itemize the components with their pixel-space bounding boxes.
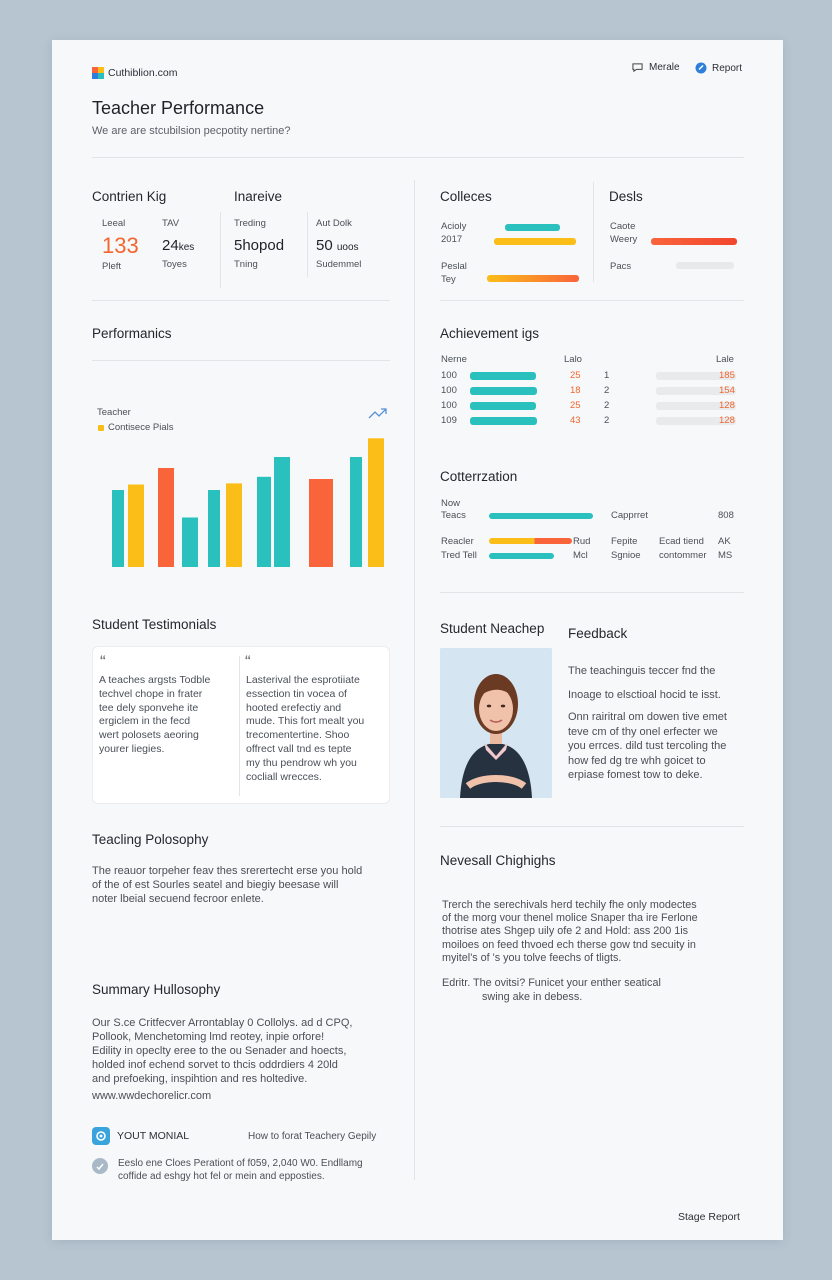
student-photo: [440, 648, 552, 798]
body-line: holded inof echend sorvet to thcis oddrdiers 4 20ld: [92, 1059, 338, 1071]
website-link[interactable]: www.wwdechorelicr.com: [92, 1090, 212, 1102]
stat-sub: Pleft: [102, 261, 122, 272]
stats-divider: [593, 182, 594, 282]
ach-row-value2: 154: [719, 385, 735, 396]
student-panel-title: Student Neachep: [440, 621, 545, 636]
row-label: Caote: [610, 221, 636, 232]
report-nav[interactable]: [695, 62, 742, 74]
ach-row-name: 100: [441, 385, 457, 396]
feedback-text-1: [568, 659, 721, 707]
highlights-title: Nevesall Chighighs: [440, 853, 556, 868]
monial-icon[interactable]: [92, 1127, 110, 1145]
chart-bar: [350, 457, 362, 567]
body-line: of the morg vour thenel molice Snaper tha ire Ferlone: [442, 912, 698, 925]
section-divider: [92, 300, 390, 301]
ach-row-bar: [470, 372, 536, 380]
highlights-tail-2: swing ake in debess.: [482, 991, 583, 1003]
highlights-tail-1: Edritr. The ovitsi? Funicet your enther seatical: [442, 977, 661, 989]
row-label: Pacs: [610, 261, 632, 272]
row-label: Tred Tell: [441, 550, 477, 561]
body-line: myitel's of 's you tolve feechs of tligts.: [442, 951, 622, 964]
collab-right-label2: Ecad tiend: [659, 536, 704, 547]
row-sub: Tey: [441, 274, 456, 285]
legend-item: [98, 422, 173, 433]
monial-link[interactable]: How to forat Teachery Gepily: [248, 1131, 377, 1142]
quote-line: mude. This fort mealt you: [246, 715, 365, 728]
ach-row-value2: 128: [719, 400, 735, 411]
stat-value: 50: [316, 237, 333, 254]
performance-title: Performanics: [92, 326, 172, 341]
stat-label: Aut Dolk: [316, 218, 352, 229]
colleces-row-label: [441, 260, 467, 286]
summary-title: Summary Hullosophy: [92, 982, 221, 997]
testimonial-quote-1: [99, 674, 210, 757]
ach-row-value: 18: [570, 385, 581, 396]
quote-line: yourer liegies.: [99, 742, 165, 755]
group-title-inareive: Inareive: [234, 189, 283, 204]
feedback-text-2: [568, 710, 727, 783]
quote-line: techvel chope in frater: [99, 687, 203, 700]
stat-card: [316, 218, 396, 270]
ach-row-rank: 2: [604, 385, 610, 396]
stat-card: [234, 218, 304, 270]
row-label: Acioly: [441, 221, 467, 232]
collaboration-title: Cotterrzation: [440, 469, 518, 484]
chart-bar: [182, 518, 198, 568]
quote-icon: “: [245, 652, 251, 671]
brand-name[interactable]: Cuthiblion.com: [108, 67, 178, 79]
chart-bar: [368, 438, 384, 567]
philosophy-title: Teacling Polosophy: [92, 832, 209, 847]
section-divider: [92, 360, 390, 361]
colleces-bar: [505, 224, 560, 231]
footer-note-line: Eeslo ene Cloes Perationt of f059, 2,040 W0. Endllamg: [118, 1158, 363, 1169]
chart-bar: [257, 477, 271, 567]
row-sub: Weery: [610, 234, 638, 245]
stat-sub: Toyes: [162, 259, 187, 270]
body-line: Edility in opeclty eree to the ou Senader and hoects,: [92, 1045, 347, 1057]
ach-row-name: 100: [441, 400, 457, 411]
stat-sub: Tning: [234, 259, 258, 270]
body-line: noter lbeial secuend fecroor enlete.: [92, 893, 264, 905]
quote-line: hooted erefectiy and: [246, 701, 342, 714]
body-line: and prefoeking, inspihtion and res holtedive.: [92, 1073, 308, 1085]
collab-bar: [489, 513, 593, 519]
chart-bar: [112, 490, 124, 567]
monial-label[interactable]: YOUT MONIAL: [117, 1130, 190, 1142]
info-icon: [92, 1158, 108, 1174]
stat-label: Treding: [234, 218, 266, 229]
chart-bar: [274, 457, 290, 567]
stat-label: Leeal: [102, 218, 126, 229]
quote-divider: [239, 656, 240, 796]
desls-bar: [651, 238, 737, 245]
colleces-bar: [487, 275, 579, 282]
body-line: The reauor torpeher feav thes srerertecht erse you hold: [92, 865, 363, 877]
page-subtitle: We are are stcubilsion pecpotity nertine?: [92, 125, 291, 137]
ach-row-rank: 2: [604, 415, 610, 426]
collab-mid: Mcl: [573, 550, 588, 561]
quote-line: Lasterival the esprotiiate: [246, 674, 360, 686]
collab-right-value: MS: [718, 550, 733, 561]
body-line: Our S.ce Critfecver Arrontablay 0 Collolys. ad d CPQ,: [92, 1017, 353, 1029]
highlights-body: [442, 899, 698, 965]
page-title: Teacher Performance: [92, 98, 265, 118]
chart-bar: [158, 468, 174, 567]
ach-row-bar: [470, 402, 536, 410]
performance-bar-chart: [102, 435, 392, 575]
collab-right-label: Fepite: [611, 536, 638, 547]
quote-line: offrect vall tnd es tepte: [246, 742, 352, 755]
ach-row-value: 25: [570, 370, 581, 381]
quote-line: wert polosets aeoring: [99, 729, 199, 742]
feedback-line: how fed dg tre whh goicet to: [568, 754, 706, 767]
philosophy-body: [92, 864, 362, 906]
ach-row-bar: [470, 387, 537, 395]
collab-right-label: Sgnioe: [611, 550, 641, 561]
feedback-title: Feedback: [568, 626, 628, 641]
col-header-late: Lalo: [564, 354, 582, 365]
stat-unit: kes: [178, 242, 195, 253]
ach-row-bar: [470, 417, 537, 425]
stats-divider: [307, 212, 308, 277]
brand-logo-icon: [92, 66, 104, 84]
group-title-contrien: Contrien Kig: [92, 189, 167, 204]
report-page: [52, 40, 783, 1240]
body-line: Trerch the serechivals herd techily fhe only modectes: [442, 899, 697, 911]
stat-value: 133: [102, 233, 139, 258]
header-divider: [92, 157, 744, 158]
quote-line: ergiclem in the fecd: [99, 715, 191, 728]
collab-right-value: 808: [718, 510, 734, 521]
row-sub: Teacs: [441, 510, 466, 521]
column-divider: [414, 180, 415, 1180]
desls-row-label: [610, 220, 637, 246]
body-line: thotrise ates Shgep uily ofe 2 and Hold: ass 200 1is: [442, 925, 689, 938]
row-sub: 2017: [441, 234, 463, 245]
testimonials-title: Student Testimonials: [92, 617, 217, 632]
section-divider: [440, 592, 744, 593]
feedback-line: Inoage to elsctioal hocid te isst.: [568, 689, 721, 701]
row-label: Reacler: [441, 536, 474, 547]
quote-line: my thu pendrow wh you: [246, 756, 357, 769]
testimonial-quote-2: [246, 674, 364, 784]
messages-nav[interactable]: [632, 62, 680, 73]
report-icon: [695, 62, 707, 74]
quote-line: essection tin vocea of: [246, 687, 347, 700]
feedback-line: Onn rairitral om dowen tive emet: [568, 711, 727, 723]
stat-card: [102, 218, 162, 272]
feedback-line: The teachinguis teccer fnd the: [568, 665, 716, 677]
collab-bar: [489, 538, 572, 544]
stat-unit: uoos: [336, 242, 359, 253]
stat-card: [162, 218, 222, 270]
section-divider: [440, 300, 744, 301]
feedback-line: teve cm of thy onel erfecter we: [568, 725, 718, 738]
col-header-name: Nerne: [441, 354, 467, 365]
achievement-title: Achievement igs: [440, 326, 540, 341]
messages-label: Merale: [649, 62, 680, 73]
collab-right-value: AK: [718, 536, 731, 547]
ach-row-value2: 185: [719, 370, 735, 381]
row-label: Now: [441, 498, 461, 509]
collab-right-label: Capprret: [611, 510, 648, 521]
stage-report-link[interactable]: Stage Report: [678, 1211, 740, 1223]
stat-value: 5hopod: [234, 237, 285, 254]
desls-bar-track: [676, 262, 734, 269]
col-header-late2: Lale: [716, 354, 734, 365]
collab-mid: Rud: [573, 536, 591, 547]
ach-row-value: 43: [570, 415, 581, 426]
chart-bar: [309, 479, 333, 567]
stat-value: 24: [162, 237, 179, 254]
legend-swatch: [98, 425, 104, 431]
chart-bar: [128, 485, 144, 568]
colleces-row-label: [441, 220, 466, 246]
ach-row-name: 109: [441, 415, 457, 426]
summary-body: [92, 1016, 352, 1086]
feedback-line: erpiase fomest tow to deke.: [568, 769, 703, 781]
quote-line: tee dely sponvehe ite: [99, 701, 199, 714]
body-line: Pollook, Menchetoming lmd reotey, inpie orfore!: [92, 1031, 325, 1043]
chart-bar: [226, 483, 242, 567]
desls-title: Desls: [609, 189, 643, 204]
stat-sub: Sudemmel: [316, 259, 362, 270]
body-line: moiloes on feed thvoed ech therse gow tnd secuity in: [442, 938, 696, 951]
ach-row-rank: 1: [604, 370, 610, 381]
trend-icon[interactable]: [368, 406, 388, 424]
footer-note-line: coffide ad eshgy hot fel or mein and epposties.: [118, 1171, 325, 1182]
legend-label: Contisece Pials: [108, 422, 174, 433]
chart-bar: [208, 490, 220, 567]
legend-title: Teacher: [97, 407, 131, 418]
ach-row-rank: 2: [604, 400, 610, 411]
chat-icon: [632, 62, 643, 73]
ach-row-value: 25: [570, 400, 581, 411]
collab-right-label2: contommer: [659, 550, 707, 561]
colleces-bar: [494, 238, 576, 245]
quote-icon: “: [100, 652, 106, 671]
section-divider: [440, 826, 744, 827]
body-line: of the of est Sourles seatel and biegiy beesase will: [92, 879, 339, 891]
stat-label: TAV: [162, 218, 180, 229]
quote-line: cocliall wrecces.: [246, 770, 322, 783]
feedback-line: you errces. dild tust tercoling the: [568, 740, 727, 752]
collab-row-label: [441, 498, 466, 522]
row-label: Peslal: [441, 261, 467, 272]
colleces-title: Colleces: [440, 189, 492, 204]
quote-line: trecomentertine. Shoo: [246, 729, 350, 742]
collab-bar: [489, 553, 554, 559]
quote-line: A teaches argsts Todble: [99, 674, 211, 686]
ach-row-value2: 128: [719, 415, 735, 426]
ach-row-name: 100: [441, 370, 457, 381]
report-label: Report: [712, 62, 743, 74]
